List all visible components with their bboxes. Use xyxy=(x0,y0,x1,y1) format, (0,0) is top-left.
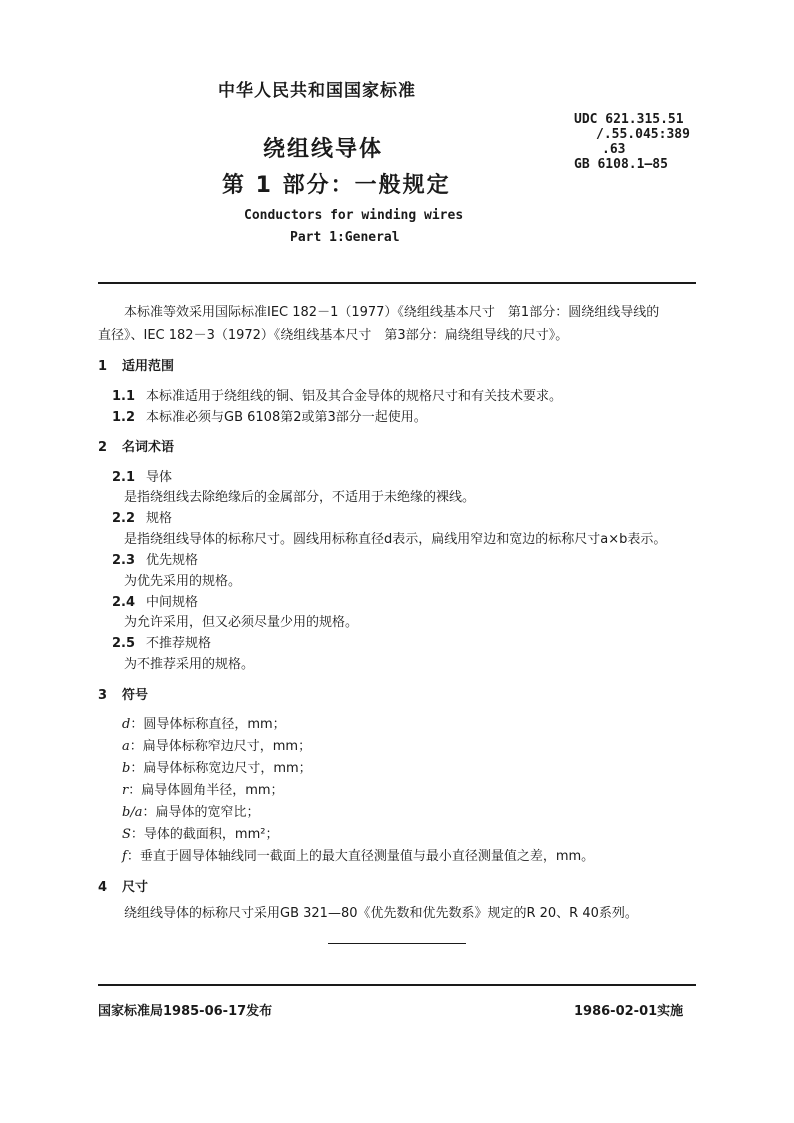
symbol-b xyxy=(122,757,312,776)
symbol-b-over-a-description: ：扁导体的宽窄比； xyxy=(142,805,260,820)
symbol-f-letter: f xyxy=(122,849,127,864)
symbol-f-description: ：垂直于圆导体轴线同一截面上的最大直径测量值与最小直径测量值之差，mm。 xyxy=(126,849,595,864)
symbol-f xyxy=(122,845,594,864)
clause-2-1 xyxy=(112,466,172,485)
effective-date: 1986-02-01实施 xyxy=(574,1004,684,1019)
symbol-s-description: ：导体的截面积，mm²； xyxy=(130,827,279,842)
header-divider xyxy=(98,282,696,284)
clause-1-1 xyxy=(112,385,562,404)
clause-1-1-text: 本标准适用于绕组线的铜、铝及其合金导体的规格尺寸和有关技术要求。 xyxy=(146,389,563,404)
symbol-b-description: ：扁导体标称宽边尺寸，mm； xyxy=(130,761,312,776)
clause-2-1-term: 导体 xyxy=(146,470,173,485)
section-3-number: 3 xyxy=(98,688,108,703)
clause-1-2 xyxy=(112,406,427,425)
symbol-s xyxy=(122,823,278,842)
udc-block xyxy=(574,112,690,172)
clause-1-2-number: 1.2 xyxy=(112,410,136,425)
section-1-number: 1 xyxy=(98,359,108,374)
symbol-a xyxy=(122,735,311,754)
symbol-a-description: ：扁导体标称窄边尺寸，mm； xyxy=(129,739,312,754)
title-en-line-1: Conductors for winding wires xyxy=(244,208,464,223)
symbol-r-description: ：扁导体圆角半径，mm； xyxy=(128,783,284,798)
section-2-number: 2 xyxy=(98,440,108,455)
clause-2-1-definition: 是指绕组线去除绝缘后的金属部分，不适用于未绝缘的裸线。 xyxy=(124,490,476,505)
symbol-a-letter: a xyxy=(122,739,130,754)
clause-2-2-term: 规格 xyxy=(146,511,173,526)
section-4-title: 尺寸 xyxy=(122,880,149,895)
end-short-rule xyxy=(328,943,466,944)
section-1-title: 适用范围 xyxy=(122,359,175,374)
section-4-heading xyxy=(98,876,148,895)
clause-2-5 xyxy=(112,632,211,651)
udc-line-3: .63 xyxy=(602,142,626,157)
intro-line-1: 本标准等效采用国际标准IEC 182－1（1977）《绕组线基本尺寸 第1部分：圆绕组线导线的 xyxy=(124,305,660,320)
clause-2-2 xyxy=(112,507,172,526)
title-en-line-2: Part 1:General xyxy=(290,230,400,245)
symbol-d-letter: d xyxy=(122,717,131,732)
symbol-d xyxy=(122,713,286,732)
section-4-number: 4 xyxy=(98,880,108,895)
symbol-r xyxy=(122,779,284,798)
clause-1-1-number: 1.1 xyxy=(112,389,136,404)
clause-2-3-definition: 为优先采用的规格。 xyxy=(124,574,242,589)
clause-2-3-number: 2.3 xyxy=(112,553,136,568)
title-zh-line-2: 第 1 部分：一般规定 xyxy=(222,173,451,198)
udc-line-2: /.55.045:389 xyxy=(596,127,690,142)
symbol-b-over-a xyxy=(122,801,259,820)
clause-2-5-number: 2.5 xyxy=(112,636,136,651)
section-2-title: 名词术语 xyxy=(122,440,175,455)
gb-number: GB 6108.1—85 xyxy=(574,157,668,172)
section-1-heading xyxy=(98,355,174,374)
clause-2-4 xyxy=(112,591,198,610)
udc-line-1: UDC 621.315.51 xyxy=(574,112,684,127)
intro-line-2: 直径》、IEC 182－3（1972）《绕组线基本尺寸 第3部分：扁绕组导线的尺寸》。 xyxy=(98,328,569,343)
title-zh-line-1: 绕组线导体 xyxy=(263,137,384,162)
clause-2-4-definition: 为允许采用，但又必须尽量少用的规格。 xyxy=(124,615,359,630)
clause-2-3 xyxy=(112,549,198,568)
symbol-r-letter: r xyxy=(122,783,129,798)
clause-2-4-number: 2.4 xyxy=(112,595,136,610)
symbol-b-letter: b xyxy=(122,761,131,776)
section-3-title: 符号 xyxy=(122,688,149,703)
clause-1-2-text: 本标准必须与GB 6108第2或第3部分一起使用。 xyxy=(146,410,427,425)
national-standard-heading: 中华人民共和国国家标准 xyxy=(218,81,416,101)
section-3-heading xyxy=(98,684,148,703)
section-2-heading xyxy=(98,436,174,455)
clause-2-2-number: 2.2 xyxy=(112,511,136,526)
clause-2-3-term: 优先规格 xyxy=(146,553,199,568)
footer-divider xyxy=(98,984,696,986)
clause-2-4-term: 中间规格 xyxy=(146,595,199,610)
symbol-d-description: ：圆导体标称直径，mm； xyxy=(130,717,286,732)
symbol-b-over-a-letter: b/a xyxy=(122,805,143,820)
clause-2-1-number: 2.1 xyxy=(112,470,136,485)
clause-2-5-term: 不推荐规格 xyxy=(146,636,212,651)
clause-2-2-definition: 是指绕组线导体的标称尺寸。圆线用标称直径d表示，扁线用窄边和宽边的标称尺寸a×b表示。 xyxy=(124,532,667,547)
symbol-s-letter: S xyxy=(122,827,131,842)
clause-2-5-definition: 为不推荐采用的规格。 xyxy=(124,657,255,672)
section-4-text: 绕组线导体的标称尺寸采用GB 321—80《优先数和优先数系》规定的R 20、R 40系列。 xyxy=(124,906,638,921)
issue-date: 国家标准局1985-06-17发布 xyxy=(98,1004,273,1019)
